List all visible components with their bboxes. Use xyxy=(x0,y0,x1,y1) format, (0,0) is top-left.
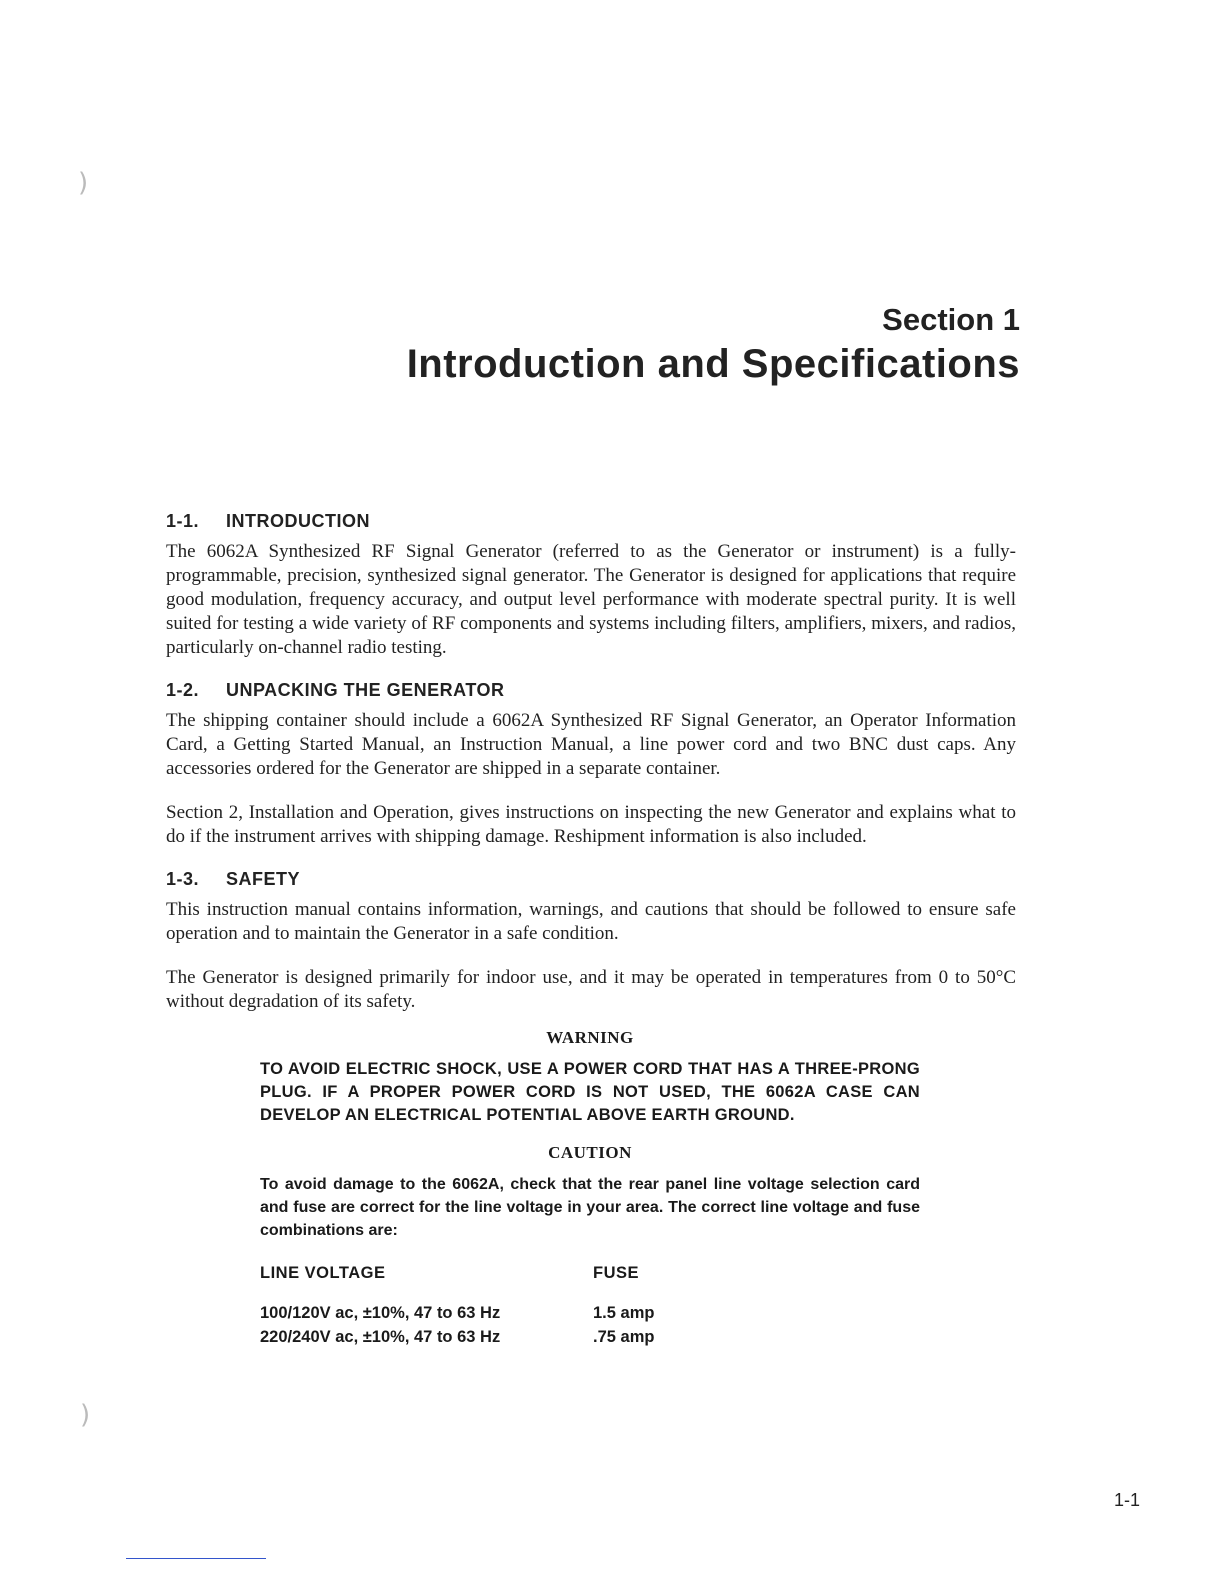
table-cell: 1.5 amp xyxy=(593,1304,655,1322)
caution-title: CAUTION xyxy=(548,1143,632,1162)
section-header xyxy=(407,300,1020,388)
warning-text: TO AVOID ELECTRIC SHOCK, USE A POWER CORD THAT HAS A THREE-PRONG PLUG. IF A PROPER POWER CORD IS NOT USED, THE 6062A CASE CAN DEVELOP AN ELECTRICAL POTENTIAL ABOVE EARTH GROUND. xyxy=(260,1060,920,1124)
paragraph: This instruction manual contains information, warnings, and cautions that should be followed to ensure safe operation and to maintain the Generator in a safe condition. xyxy=(166,899,1016,944)
paragraph: Section 2, Installation and Operation, gives instructions on inspecting the new Generator and explains what to do if the instrument arrives with shipping damage. Reshipment information is also included. xyxy=(166,802,1016,847)
fuse-table xyxy=(260,1264,654,1349)
table-row xyxy=(260,1325,654,1349)
footer-rule xyxy=(126,1558,266,1559)
table-row xyxy=(260,1301,654,1325)
table-header-row xyxy=(260,1264,654,1301)
fuse-table-wrapper xyxy=(260,1264,920,1349)
heading-introduction: 1-1. INTRODUCTION xyxy=(166,511,370,531)
warning-title: WARNING xyxy=(546,1028,634,1047)
column-header-line-voltage: LINE VOLTAGE xyxy=(260,1264,386,1282)
section-title: Introduction and Specifications xyxy=(406,342,1020,386)
heading-unpacking: 1-2. UNPACKING THE GENERATOR xyxy=(166,680,505,700)
paragraph: The 6062A Synthesized RF Signal Generator (referred to as the Generator or instrument) is a fully-programmable, precision, synthesized signal generator. The Generator is designed for applications that require good modulation, frequency accuracy, and output level performance with moderate spectral purity. It is well suited for testing a wide variety of RF components and systems including filters, amplifiers, mixers, and radios, particularly on-channel radio testing. xyxy=(166,541,1016,658)
section-number: Section 1 xyxy=(882,302,1020,337)
column-header-fuse: FUSE xyxy=(593,1264,640,1282)
table-cell: 100/120V ac, ±10%, 47 to 63 Hz xyxy=(260,1304,501,1322)
paragraph: The shipping container should include a 6062A Synthesized RF Signal Generator, an Operator Information Card, a Getting Started Manual, an Instruction Manual, a line power cord and two BNC dust caps. Any accessories ordered for the Generator are shipped in a separate container. xyxy=(166,710,1016,779)
table-cell: .75 amp xyxy=(593,1328,655,1346)
page-content xyxy=(166,511,1016,1349)
paragraph: The Generator is designed primarily for indoor use, and it may be operated in temperatures from 0 to 50°C without degradation of its safety. xyxy=(166,967,1016,1012)
table-cell: 220/240V ac, ±10%, 47 to 63 Hz xyxy=(260,1328,501,1346)
scan-artifact: ) xyxy=(80,1400,91,1430)
page-number: 1-1 xyxy=(1113,1490,1140,1510)
scan-artifact: ) xyxy=(78,168,89,198)
caution-text: To avoid damage to the 6062A, check that the rear panel line voltage selection card and fuse are correct for the line voltage in your area. The correct line voltage and fuse combinations are: xyxy=(260,1176,920,1239)
heading-safety: 1-3. SAFETY xyxy=(166,869,301,889)
